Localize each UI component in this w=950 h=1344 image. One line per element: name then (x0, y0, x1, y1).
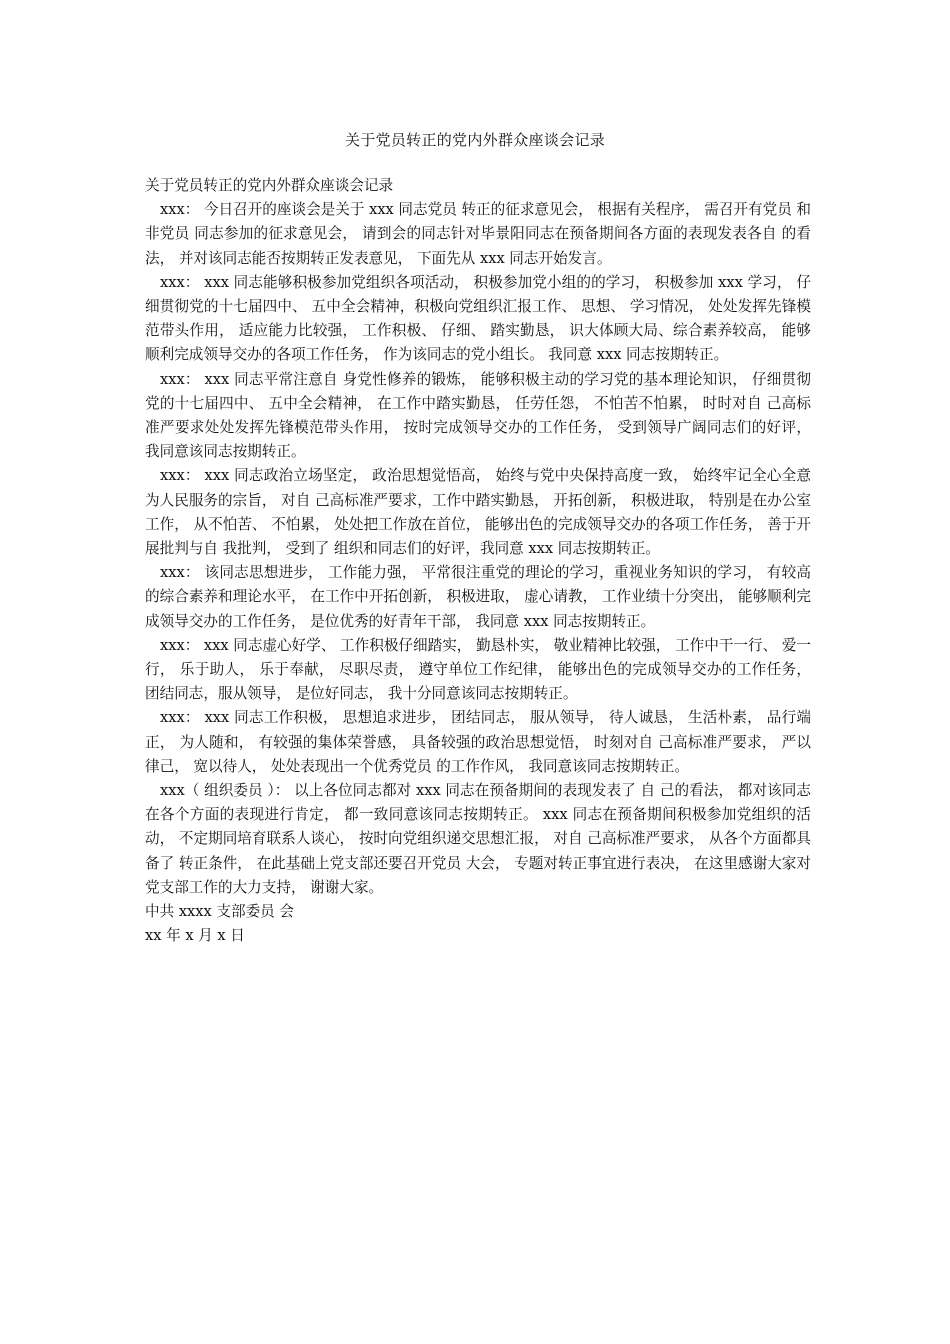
paragraph-speaker-6: xxx： xxx 同志工作积极， 思想追求进步， 团结同志， 服从领导， 待人诚恳， 生活朴素， 品行端正， 为人随和， 有较强的集体荣誉感， 具备较强的政治思想觉悟， 时刻对自 己高标准严要求， 严以律己， 宽以待人， 处处表现出一个优秀党员 的工作作风， 我同意该同志按期转正。 (145, 709, 811, 775)
paragraph-speaker-2: xxx： xxx 同志平常注意自 身党性修养的锻炼， 能够积极主动的学习党的基本理论知识， 仔细贯彻党的十七届四中、 五中全会精神， 在工作中踏实勤恳， 任劳任怨， 不怕苦不怕累， 时时对自 己高标准严要求处处发挥先锋模范带头作用， 按时完成领导交办的工作任务， 受到领导广阔同志们的好评， 我同意该同志按期转正。 (145, 370, 811, 461)
paragraph-speaker-4: xxx： 该同志思想进步， 工作能力强， 平常很注重党的理论的学习，重视业务知识的学习， 有较高的综合素养和理论水平， 在工作中开拓创新， 积极进取， 虚心请教， 工作业绩十分突出， 能够顺利完成领导交办的工作任务， 是位优秀的好青年干部， 我同意 xxx 同志按期转正。 (145, 564, 811, 630)
paragraph-speaker-3: xxx： xxx 同志政治立场坚定， 政治思想觉悟高， 始终与党中央保持高度一致， 始终牢记全心全意为人民服务的宗旨， 对自 己高标准严要求，工作中踏实勤恳， 开拓创新， 积极进取， 特别是在办公室工作， 从不怕苦、 不怕累， 处处把工作放在首位， 能够出色的完成领导交办的各项工作任务， 善于开展批判与自 我批判， 受到了 组织和同志们的好评，我同意 xxx 同志按期转正。 (145, 467, 811, 558)
signature-organization: 中共 xxxx 支部委员 会 (145, 903, 294, 921)
paragraph-opening: xxx： 今日召开的座谈会是关于 xxx 同志党员 转正的征求意见会， 根据有关程序， 需召开有党员 和非党员 同志参加的征求意见会， 请到会的同志针对毕景阳同志在预备期间各方面的表现发表各自 的看法， 并对该同志能否按期转正发表意见， 下面先从 xxx 同志开始发言。 (145, 201, 812, 267)
signature-date: xx 年 x 月 x 日 (145, 927, 245, 945)
paragraph-closing: xxx（ 组织委员 ）： 以上各位同志都对 xxx 同志在预备期间的表现发表了 自 己的看法， 都对该同志在各个方面的表现进行肯定， 都一致同意该同志按期转正。 xxx 同志在预备期间积极参加党组织的活动， 不定期同培育联系人谈心， 按时向党组织递交思想汇报， 对自 己高标准严要求， 从各个方面都具备了 转正条件， 在此基础上党支部还要召开党员 大会， 专题对转正事宜进行表决， 在这里感谢大家对党支部工作的大力支持， 谢谢大家。 (145, 782, 811, 896)
paragraph-speaker-5: xxx： xxx 同志虚心好学、 工作积极仔细踏实， 勤恳朴实， 敬业精神比较强， 工作中干一行、 爱一行， 乐于助人， 乐于奉献， 尽职尽责， 遵守单位工作纪律， 能够出色的完成领导交办的工作任务， 团结同志，服从领导， 是位好同志， 我十分同意该同志按期转正。 (145, 636, 812, 703)
page-title: 关于党员转正的党内外群众座谈会记录 (344, 131, 606, 149)
paragraph-speaker-1: xxx： xxx 同志能够积极参加党组织各项活动， 积极参加党小组的的学习， 积极参加 xxx 学习， 仔细贯彻党的十七届四中、 五中全会精神，积极向党组织汇报工作、 思想、 学习情况， 处处发挥先锋模范带头作用， 适应能力比较强， 工作积极、 仔细、 踏实勤恳， 识大体顾大局、综合素养较高， 能够顺利完成领导交办的各项工作任务， 作为该同志的党小组长。 我同意 xxx 同志按期转正。 (145, 273, 811, 364)
document-body (145, 174, 811, 949)
document-subtitle: 关于党员转正的党内外群众座谈会记录 (145, 177, 394, 194)
